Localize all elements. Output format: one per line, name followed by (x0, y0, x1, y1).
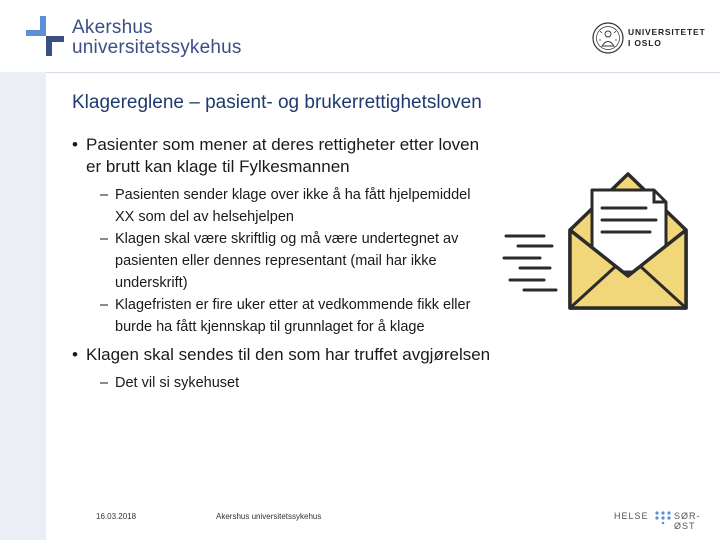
slide-body (72, 134, 492, 400)
speed-lines (504, 236, 556, 290)
bullet-level2-text: Pasienten sender klage over ikke å ha fått hjelpemiddel XX som del av helsehjelpen (115, 187, 471, 225)
bullet-level2-text: Det vil si sykehuset (115, 375, 240, 391)
slide-title: Klagereglene – pasient- og brukerrettighetsloven (72, 92, 482, 113)
bullet-level2: – Det vil si sykehuset (100, 375, 240, 391)
uio-seal-icon (592, 22, 624, 54)
ahus-logo-line1: Akershus (72, 17, 153, 38)
bullet-level1: • Klagen skal sendes til den som har truffet avgjørelsen (72, 344, 492, 366)
bullet-level1: • Pasienter som mener at deres rettigheter etter loven er brutt kan klage til Fylkesmannen (72, 134, 492, 178)
ahus-logo (26, 14, 242, 64)
left-margin-strip (0, 72, 46, 540)
helse-dots-icon (654, 510, 672, 524)
ahus-cross-icon (26, 16, 64, 56)
footer-date: 16.03.2018 (96, 512, 137, 521)
bullet-level2-text: Klagen skal være skriftlig og må være undertegnet av pasienten eller dennes representant (mail har ikke underskrift) (115, 231, 459, 291)
bullet-level2-text: Klagefristen er fire uker etter at vedkommende fikk eller burde ha fått kjennskap til grunnlaget for å klage (115, 297, 471, 335)
envelope-icon (500, 168, 710, 318)
ahus-logo-line2: universitetssykehus (72, 37, 242, 58)
sub-bullet-list (72, 372, 492, 394)
bullet-level2: – Klagefristen er fire uker etter at vedkommende fikk eller burde ha fått kjennskap til grunnlaget for å klage (100, 297, 471, 335)
uio-logo-text (628, 27, 705, 49)
footer-org: Akershus universitetssykehus (216, 512, 322, 521)
header-divider (46, 72, 720, 73)
uio-logo (592, 22, 710, 56)
uio-logo-line2: I OSLO (628, 38, 662, 48)
helse-logo-left: HELSE (614, 511, 649, 521)
helse-logo-right: SØR-ØST (674, 511, 701, 531)
ahus-logo-text (72, 18, 242, 58)
helse-sor-ost-logo (614, 509, 714, 531)
uio-logo-line1: UNIVERSITETET (628, 27, 706, 37)
bullet-level2: – Klagen skal være skriftlig og må være undertegnet av pasienten eller dennes representant (mail har ikke underskrift) (100, 231, 459, 291)
sub-bullet-list (72, 184, 492, 338)
bullet-level2: – Pasienten sender klage over ikke å ha fått hjelpemiddel XX som del av helsehjelpen (100, 187, 471, 225)
